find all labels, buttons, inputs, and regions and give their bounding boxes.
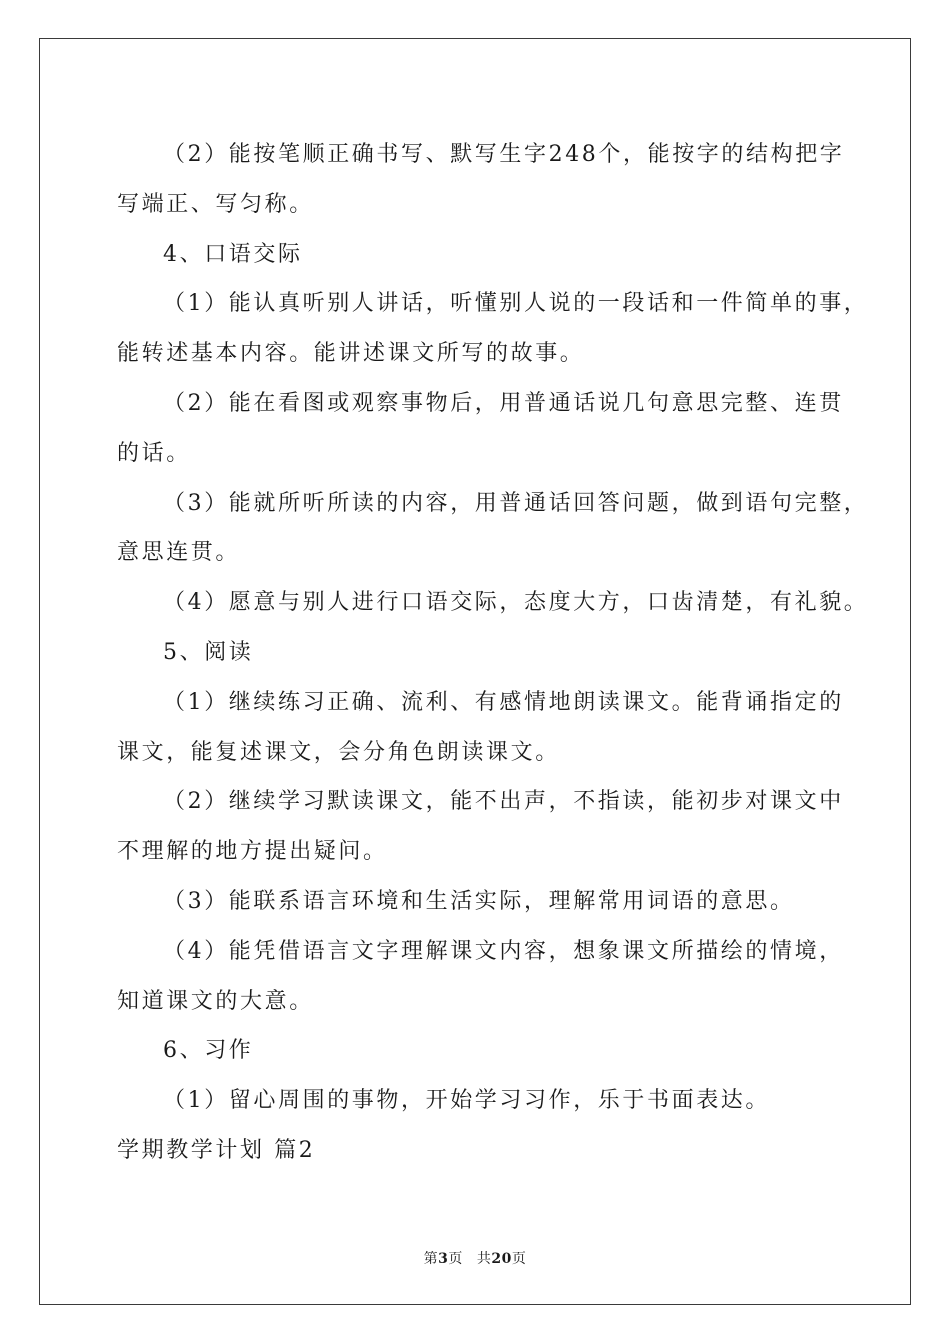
page-suffix: 页 bbox=[448, 1251, 463, 1267]
paragraph-line: （2）能按笔顺正确书写、默写生字248个，能按字的结构把字 bbox=[163, 142, 845, 167]
paragraph-line: （3）能联系语言环境和生活实际，理解常用词语的意思。 bbox=[163, 888, 795, 914]
section-heading: 6、习作 bbox=[163, 1038, 254, 1064]
section-heading: 4、口语交际 bbox=[163, 241, 303, 267]
total-page-count: 20 bbox=[491, 1251, 512, 1267]
document-subtitle: 学期教学计划 篇2 bbox=[117, 1137, 316, 1163]
paragraph-line: （2）能在看图或观察事物后，用普通话说几句意思完整、连贯 bbox=[163, 390, 844, 416]
paragraph-line: 写端正、写匀称。 bbox=[117, 191, 314, 217]
total-suffix: 页 bbox=[511, 1251, 527, 1267]
paragraph-line: 能转述基本内容。能讲述课文所写的故事。 bbox=[117, 341, 585, 367]
paragraph-line: （1）继续练习正确、流利、有感情地朗读课文。能背诵指定的 bbox=[163, 689, 844, 715]
paragraph-line: 课文，能复述课文，会分角色朗读课文。 bbox=[117, 739, 560, 765]
document-body bbox=[117, 130, 869, 1176]
page-footer bbox=[0, 1248, 950, 1268]
paragraph-line: （3）能就所听所读的内容，用普通话回答问题，做到语句完整， bbox=[163, 490, 869, 516]
paragraph-line: 意思连贯。 bbox=[117, 540, 241, 566]
paragraph-line: 知道课文的大意。 bbox=[117, 988, 314, 1014]
paragraph-line: （4）能凭借语言文字理解课文内容，想象课文所描绘的情境， bbox=[163, 938, 844, 964]
section-heading: 5、阅读 bbox=[163, 639, 254, 665]
paragraph-line: 的话。 bbox=[117, 440, 191, 466]
page-prefix: 第 bbox=[423, 1251, 439, 1267]
total-prefix: 共 bbox=[476, 1251, 492, 1267]
paragraph-line: 不理解的地方提出疑问。 bbox=[117, 839, 388, 865]
paragraph-line: （1）留心周围的事物，开始学习习作，乐于书面表达。 bbox=[163, 1088, 770, 1114]
paragraph-line: （2）继续学习默读课文，能不出声，不指读，能初步对课文中 bbox=[163, 789, 844, 815]
paragraph-line: （4）愿意与别人进行口语交际，态度大方，口齿清楚，有礼貌。 bbox=[163, 590, 869, 616]
current-page-number: 3 bbox=[438, 1251, 449, 1267]
paragraph-line: （1）能认真听别人讲话，听懂别人说的一段话和一件简单的事， bbox=[163, 291, 869, 317]
